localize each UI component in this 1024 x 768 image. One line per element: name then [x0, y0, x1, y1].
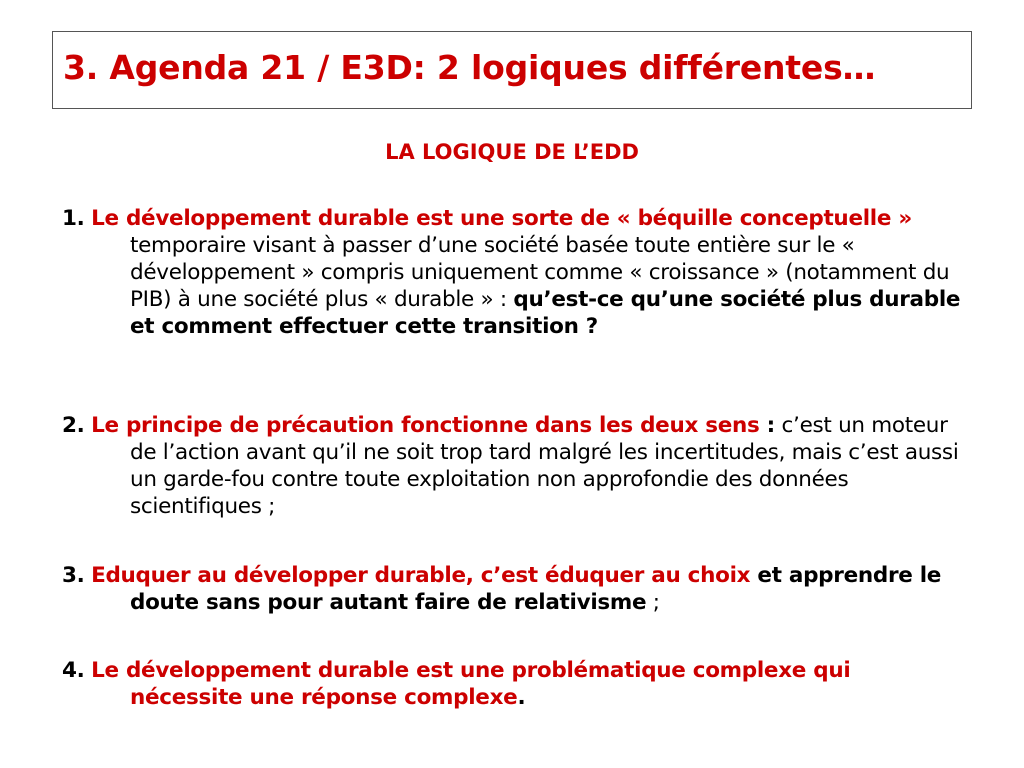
point-text: ;: [646, 590, 660, 615]
point-text: c’est un moteur de l’action avant qu’il ne soit trop tard malgré les incertitudes, mais c’est aussi un garde-fou contre toute exploitation non approfondie des données scientifiques ;: [130, 413, 959, 519]
point-bold: :: [759, 413, 775, 438]
point-highlight: Eduquer au développer durable, c’est éduquer au choix: [91, 563, 751, 588]
point-number: 4.: [62, 658, 85, 683]
point-number: 1.: [62, 206, 85, 231]
point-highlight: Le principe de précaution fonctionne dans les deux sens: [91, 413, 760, 438]
point-highlight: Le développement durable est une sorte de « béquille conceptuelle »: [91, 206, 912, 231]
title-box: [52, 31, 972, 109]
point-number: 2.: [62, 413, 85, 438]
point-bold: .: [517, 685, 526, 710]
slide-title: 3. Agenda 21 / E3D: 2 logiques différentes…: [63, 48, 876, 87]
point-3: [62, 562, 967, 616]
point-2: [62, 412, 967, 520]
point-number: 3.: [62, 563, 85, 588]
point-highlight: Le développement durable est une problématique complexe qui nécessite une réponse complexe: [91, 658, 851, 710]
point-bold: et apprendre le doute sans pour autant faire de relativisme: [130, 563, 942, 615]
point-bold: qu’est-ce qu’une société plus durable et comment effectuer cette transition ?: [130, 287, 961, 339]
point-1: [62, 205, 967, 340]
slide-subtitle: LA LOGIQUE DE L’EDD: [385, 140, 639, 164]
point-4: [62, 657, 967, 711]
point-text: temporaire visant à passer d’une société basée toute entière sur le « développement » compris uniquement comme « croissance » (notamment du PIB) à une société plus « durable » :: [130, 233, 950, 312]
